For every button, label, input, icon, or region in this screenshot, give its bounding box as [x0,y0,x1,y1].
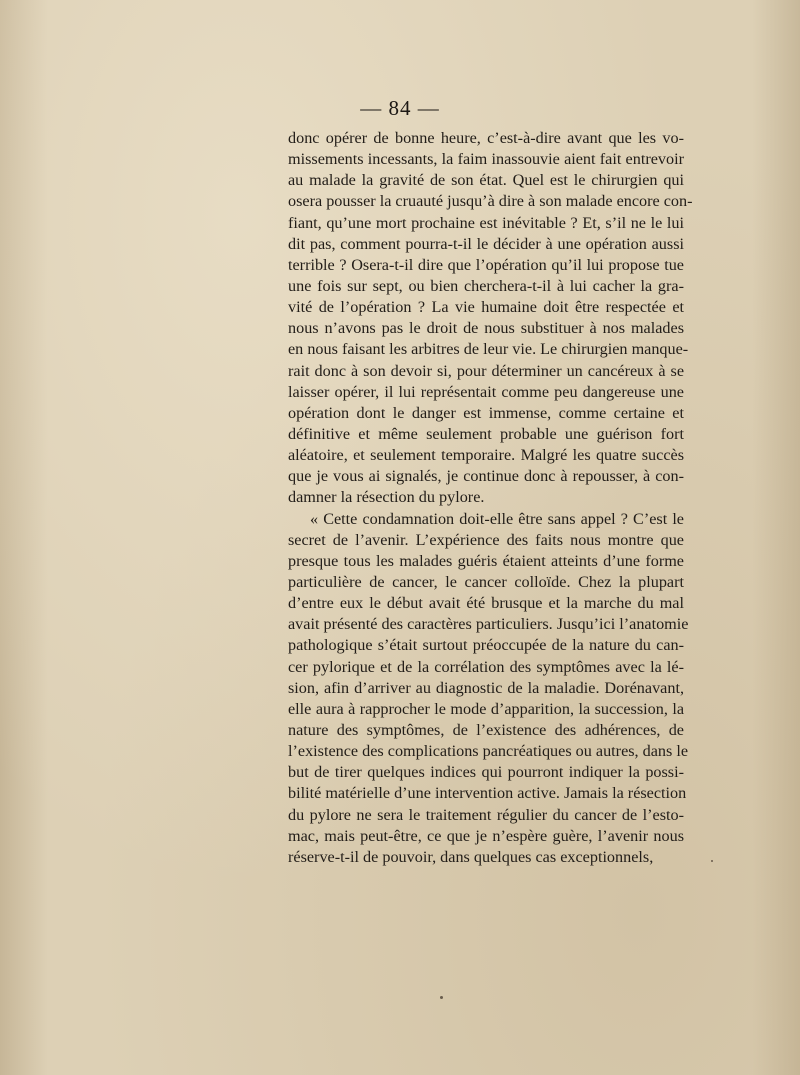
text-line: avait présenté des caractères particuliers. Jusqu’ici l’anatomie [288,615,689,634]
text-line: que je vous ai signalés, je continue donc à repousser, à con- [288,467,684,486]
text-line: cer pylorique et de la corrélation des symptômes avec la lé- [288,657,684,676]
text-line: secret de l’avenir. L’expérience des faits nous montre que [288,530,684,549]
text-line: d’entre eux le début avait été brusque et la marche du mal [288,594,684,613]
text-line: dit pas, comment pourra-t-il le décider à une opération aussi [288,234,684,253]
body-text [288,128,693,868]
text-line: but de tirer quelques indices qui pourront indiquer la possi- [288,763,684,782]
text-line: au malade la gravité de son état. Quel est le chirurgien qui [288,171,684,190]
text-line: « Cette condamnation doit-elle être sans appel ? C’est le [310,509,684,528]
text-line: laisser opérer, il lui représentait comme peu dangereuse une [288,382,684,401]
text-line: donc opérer de bonne heure, c’est-à-dire avant que les vo- [288,129,684,147]
text-line: presque tous les malades guéris étaient atteints d’une forme [288,551,684,570]
text-line: sion, afin d’arriver au diagnostic de la maladie. Dorénavant, [288,678,684,697]
page-number: — 84 — [360,96,440,120]
text-line: nature des symptômes, de l’existence des adhérences, de [288,720,684,739]
text-line: fiant, qu’une mort prochaine est inévitable ? Et, s’il ne le lui [288,213,684,232]
text-line: du pylore ne sera le traitement régulier du cancer de l’esto- [288,805,684,824]
text-line: opération dont le danger est immense, comme certaine et [288,403,684,422]
text-line: osera pousser la cruauté jusqu’à dire à son malade encore con- [288,192,693,211]
text-line: aléatoire, et seulement temporaire. Malgré les quatre succès [288,446,684,465]
text-line: particulière de cancer, le cancer colloïde. Chez la plupart [288,572,684,591]
text-line: réserve-t-il de pouvoir, dans quelques cas exceptionnels, [288,847,654,866]
paper-speck [711,860,713,862]
paper-speck [440,996,443,999]
text-line: vité de l’opération ? La vie humaine doit être respectée et [288,298,684,317]
text-line: bilité matérielle d’une intervention active. Jamais la résection [288,784,687,803]
text-line: définitive et même seulement probable une guérison fort [288,424,684,443]
text-line: une fois sur sept, ou bien cherchera-t-il à lui cacher la gra- [288,276,684,295]
text-line: elle aura à rapprocher le mode d’apparition, la succession, la [288,699,684,718]
text-line: nous n’avons pas le droit de nous substituer à nos malades [288,319,684,338]
text-line: rait donc à son devoir si, pour déterminer un cancéreux à se [288,361,684,380]
text-line: pathologique s’était surtout préoccupée de la nature du can- [288,636,684,655]
text-line: damner la résection du pylore. [288,488,485,507]
text-line: mac, mais peut-être, ce que je n’espère guère, l’avenir nous [288,826,684,845]
text-line: en nous faisant les arbitres de leur vie. Le chirurgien manque- [288,340,689,359]
text-line: l’existence des complications pancréatiques ou autres, dans le [288,742,689,761]
text-line: terrible ? Osera-t-il dire que l’opération qu’il lui propose tue [288,255,684,274]
text-line: missements incessants, la faim inassouvie aient fait entrevoir [288,150,684,169]
